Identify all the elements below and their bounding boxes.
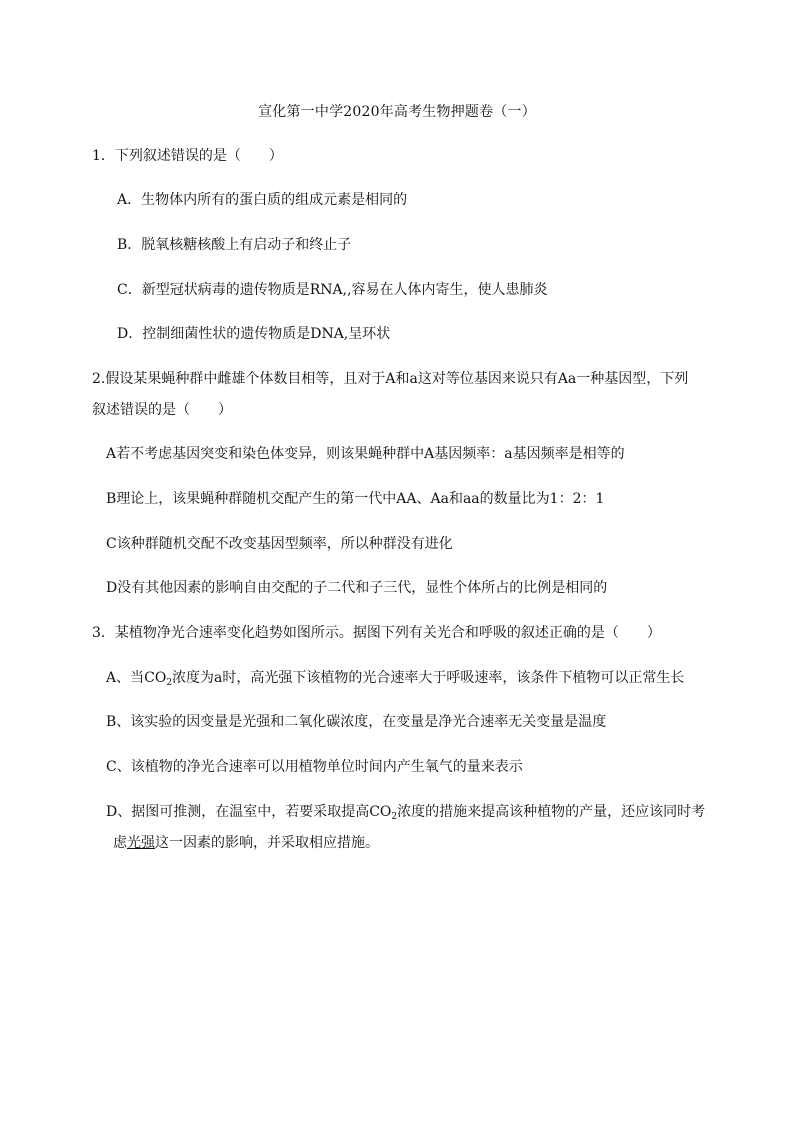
question-3-option-c: C、该植物的净光合速率可以用植物单位时间内产生氧气的量来表示 — [106, 759, 523, 775]
question-1-option-c: C．新型冠状病毒的遗传物质是RNA,,容易在人体内寄生，使人患肺炎 — [117, 282, 548, 298]
question-3-option-a-pre: A、当CO — [106, 670, 167, 686]
co2-subscript: 2 — [166, 678, 173, 688]
question-2-stem-line-2: 叙述错误的是（ ） — [92, 402, 232, 418]
question-3-option-b: B、该实验的因变量是光强和二氧化碳浓度，在变量是净光合速率无关变量是温度 — [106, 714, 607, 730]
question-3-option-d2-pre: 虑 — [113, 835, 127, 851]
question-1-option-b: B．脱氧核糖核酸上有启动子和终止子 — [117, 237, 352, 253]
question-2-option-b: B理论上，该果蝇种群随机交配产生的第一代中AA、Aa和aa的数量比为1：2：1 — [106, 491, 605, 507]
question-1-option-a: A．生物体内所有的蛋白质的组成元素是相同的 — [117, 192, 408, 208]
question-3-option-d-line-2 — [113, 833, 379, 853]
question-1-stem: 1．下列叙述错误的是（ ） — [92, 148, 283, 164]
question-3-option-d-pre: D、据图可推测，在温室中，若要采取提高CO — [106, 804, 392, 820]
question-3-option-d-line-1 — [106, 802, 705, 824]
co2-subscript: 2 — [391, 812, 398, 822]
question-2-option-c: C该种群随机交配不改变基因型频率，所以种群没有进化 — [106, 536, 453, 552]
question-3-option-a — [106, 668, 684, 690]
question-2-option-d: D没有其他因素的影响自由交配的子二代和子三代，显性个体所占的比例是相同的 — [106, 580, 608, 596]
question-2-stem-line-1: 2.假设某果蝇种群中雌雄个体数目相等，且对于A和a这对等位基因来说只有Aa一种基因型，下列 — [92, 371, 689, 387]
question-1-option-d: D．控制细菌性状的遗传物质是DNA,呈环状 — [117, 326, 391, 342]
exam-title: 宣化第一中学2020年高考生物押题卷（一） — [258, 104, 536, 120]
question-3-option-a-post: 浓度为a时，高光强下该植物的光合速率大于呼吸速率，该条件下植物可以正常生长 — [172, 670, 685, 686]
question-3-option-d2-post: 这一因素的影响，并采取相应措施。 — [155, 835, 379, 851]
question-2-option-a: A若不考虑基因突变和染色体变异，则该果蝇种群中A基因频率：a基因频率是相等的 — [106, 446, 625, 462]
question-3-option-d-post: 浓度的措施来提高该种植物的产量，还应该同时考 — [397, 804, 706, 820]
question-3-stem: 3．某植物净光合速率变化趋势如图所示。据图下列有关光合和呼吸的叙述正确的是（ ） — [92, 625, 661, 641]
underlined-term: 光强 — [127, 835, 155, 851]
